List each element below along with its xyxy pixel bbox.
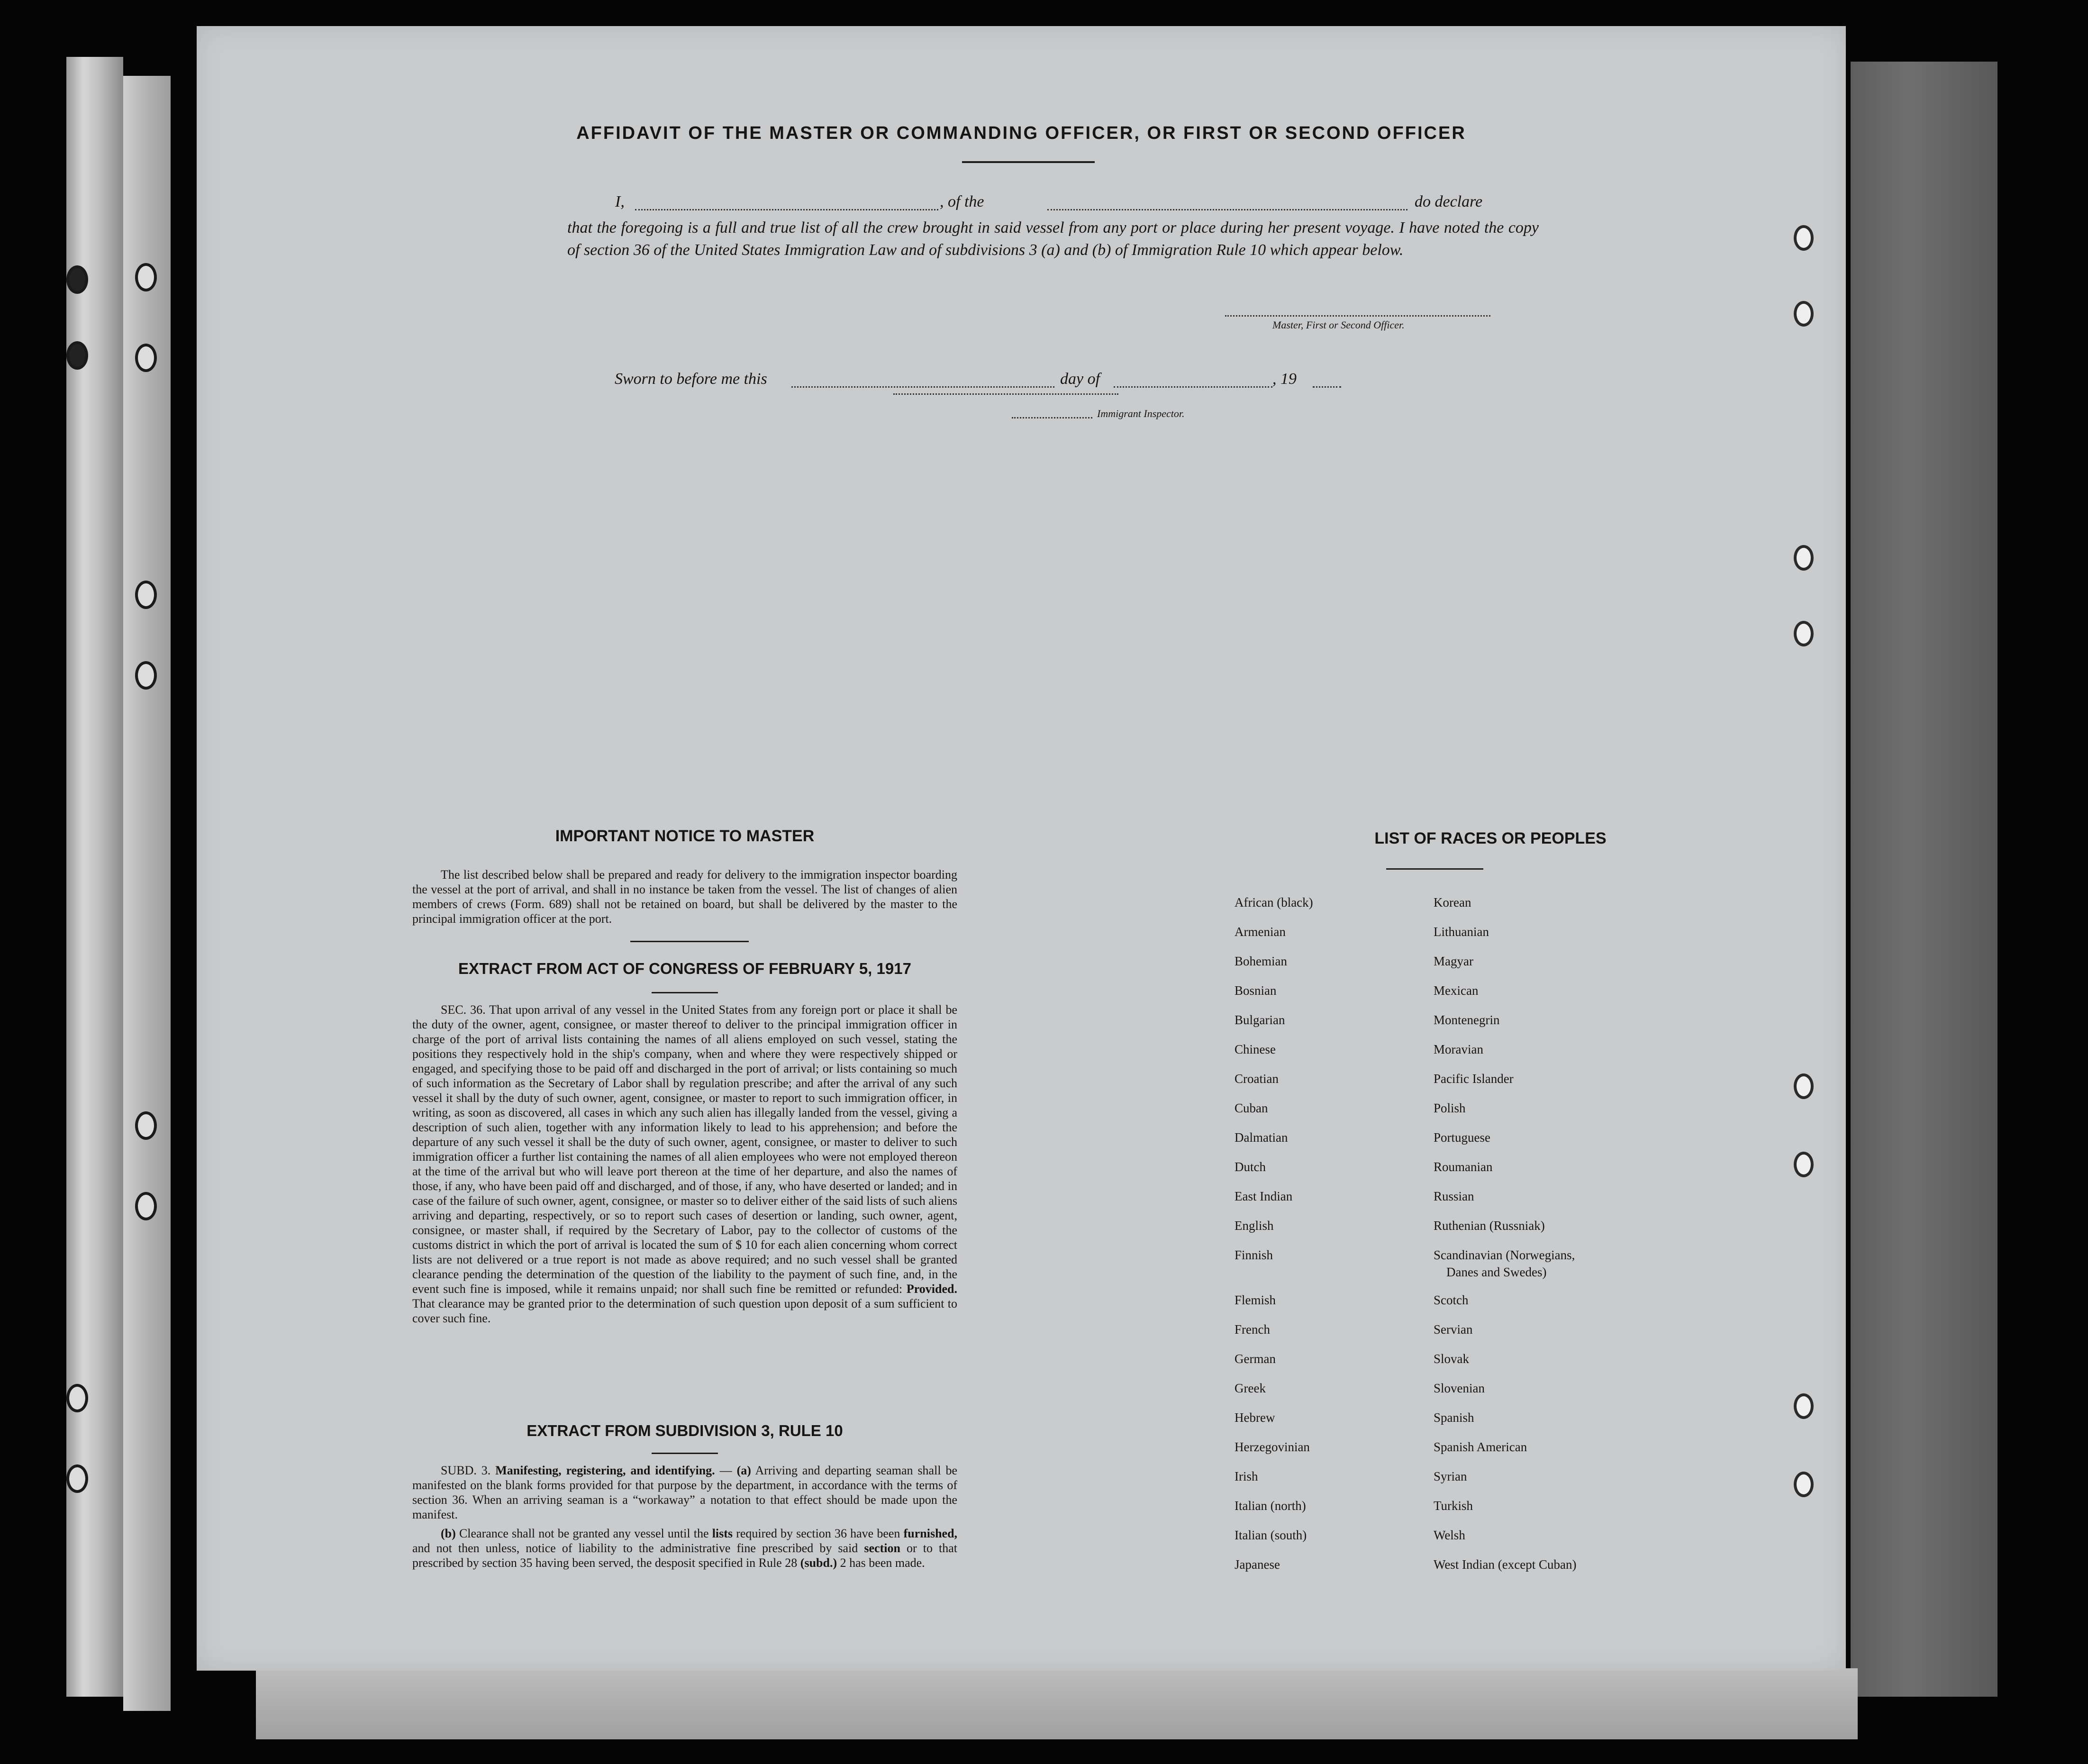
race-right-item: Spanish American — [1434, 1440, 1527, 1454]
race-left-item: Greek — [1235, 1381, 1266, 1395]
form-page — [197, 26, 1846, 1671]
race-left-item: French — [1235, 1322, 1270, 1337]
race-left-item: Flemish — [1235, 1293, 1276, 1307]
race-right-item: Spanish — [1434, 1410, 1474, 1425]
race-left-item: Armenian — [1235, 925, 1286, 939]
vessel-label: , of the — [940, 193, 984, 210]
punch-hole — [66, 1464, 88, 1493]
punch-hole — [135, 1192, 157, 1220]
subd-prefix: SUBD. 3. — [441, 1464, 491, 1477]
subd-b-emph: lists — [712, 1527, 733, 1540]
race-right-item: Russian — [1434, 1189, 1474, 1203]
congress-extract-text — [412, 1002, 957, 1326]
race-left-item: Bohemian — [1235, 954, 1287, 968]
punch-hole — [1794, 1073, 1814, 1099]
day-of-label: day of — [1060, 370, 1100, 388]
race-left-item: Dalmatian — [1235, 1130, 1288, 1145]
race-left-item: German — [1235, 1352, 1276, 1366]
punch-hole — [1794, 301, 1814, 327]
subd-b-text: Clearance shall not be granted any vessel until the — [459, 1527, 709, 1540]
punch-hole — [135, 344, 157, 372]
subd-dash: — — [719, 1464, 732, 1477]
congress-extract-title: EXTRACT FROM ACT OF CONGRESS OF FEBRUARY 5, 1917 — [458, 960, 911, 977]
punch-hole — [1794, 545, 1814, 571]
race-right-item: Scotch — [1434, 1293, 1469, 1307]
right-page-edge — [1851, 62, 1997, 1697]
affidavit-title: AFFIDAVIT OF THE MASTER OR COMMANDING OFFICER, OR FIRST OR SECOND OFFICER — [576, 123, 1466, 143]
rule-extract-rule — [652, 1453, 718, 1454]
section-36-text: SEC. 36. That upon arrival of any vessel in the United States from any foreign port or place it shall be the duty of the owner, agent, consignee, or master thereof to deliver to the principal immigration officer in charge of the port of arrival lists containing the names of all aliens employed on such vessel, stating the positions they respectively hold in the ship's company, when and where they were respectively shipped or engaged, and specifying those to be paid off and discharged in the port of arrival; or lists containing so much of such information as the Secretary of Labor shall by regulation prescribe; and after the arrival of any such vessel it shall by the duty of such owner, agent, consignee, or master to report to such immigration officer, in writing, as soon as discovered, all cases in which any such alien has illegally landed from the vessel, giving a description of such alien, together with any information likely to lead to his apprehension; and before the departure of any such vessel it shall be the duty of such owner, agent, consignee, or master to deliver to such immigration officer a further list containing the names of all alien employees who were not employed thereon at the time of the arrival but who will leave port thereon at the time of her departure, and also the names of those, if any, who have been paid off and discharged, and of those, if any, who have deserted or landed; and in case of the failure of such owner, agent, consignee, or master so to deliver either of the said lists of such aliens arriving and departing, respectively, or so to report such cases of desertion or landing, such owner, agent, consignee, or master shall, if required by the Secretary of Labor, pay to the collector of customs of the customs district in which the port of arrival is located the sum of $ 10 for each alien concerning whom correct lists are not delivered or a true report is not made as above required; and no such vessel shall be granted clearance pending the determination of the question of the liability to the payment of such fine, and, in the event such fine is imposed, while it remains unpaid; nor shall such fine be remitted or refunded: — [412, 1003, 957, 1296]
punch-hole — [135, 1111, 157, 1140]
punch-hole — [66, 1384, 88, 1412]
race-left-item: Bulgarian — [1235, 1013, 1285, 1027]
race-left-item: Chinese — [1235, 1042, 1276, 1056]
race-left-item: Irish — [1235, 1469, 1258, 1483]
subd-heading: Manifesting, registering, and identifying. — [495, 1464, 715, 1477]
notice-text — [412, 867, 957, 926]
inspector-signature-line[interactable] — [893, 393, 1118, 395]
race-left-item: Dutch — [1235, 1160, 1266, 1174]
rule-extract-text-b — [412, 1526, 957, 1570]
sworn-label: Sworn to before me this — [615, 370, 767, 388]
race-left-item: African (black) — [1235, 895, 1313, 909]
section-36-text-end: That clearance may be granted prior to the determination of such question upon deposit of a sum sufficient to cover such fine. — [412, 1297, 957, 1325]
race-right-item: Ruthenian (Russniak) — [1434, 1218, 1545, 1233]
race-left-item: Bosnian — [1235, 983, 1277, 998]
master-signature-line[interactable] — [1225, 315, 1490, 317]
left-binding-strip — [123, 76, 171, 1711]
punch-hole — [135, 661, 157, 690]
race-left-item: Japanese — [1235, 1557, 1280, 1572]
punch-hole — [1794, 225, 1814, 251]
race-right-item: Slovak — [1434, 1352, 1470, 1366]
congress-rule — [652, 992, 718, 993]
subd-b-text: required by section 36 have been — [736, 1527, 900, 1540]
race-right-item: West Indian (except Cuban) — [1434, 1557, 1577, 1572]
subd-b-emph: section — [864, 1541, 900, 1555]
punch-hole — [1794, 1152, 1814, 1177]
race-right-item: Roumanian — [1434, 1160, 1493, 1174]
vessel-name-line[interactable] — [1047, 209, 1407, 210]
sworn-month-line[interactable] — [1114, 386, 1272, 388]
inspector-label: Immigrant Inspector. — [1097, 408, 1185, 419]
affidavit-statement: that the foregoing is a full and true list of all the crew brought in said vessel from any port or place during her present voyage. I have noted the copy of section 36 of the United States Immigration Law and of subdivisions 3 (a) and (b) of Immigration Rule 10 which appear below. — [567, 219, 1539, 259]
provided-term: Provided. — [906, 1282, 957, 1296]
race-left-item: East Indian — [1235, 1189, 1293, 1203]
races-title: LIST OF RACES OR PEOPLES — [1374, 829, 1607, 847]
notice-body: The list described below shall be prepared and ready for delivery to the immigration inspector boarding the vessel at the port of arrival, and shall in no instance be taken from the vessel. The list of changes of alien members of crews (Form. 689) shall not be retained on board, but shall be delivered by the master to the principal immigration officer at the port. — [412, 868, 957, 926]
race-right-item: Scandinavian (Norwegians, — [1434, 1248, 1575, 1262]
race-left-item: Croatian — [1235, 1072, 1279, 1086]
subd-b-text: or to that prescribed by section 35 having been served, the desposit specified in Rule 28 — [412, 1541, 958, 1570]
subd-b-emph: furnished, — [903, 1527, 958, 1540]
subd-a-label: (a) — [736, 1464, 751, 1477]
race-right-item: Welsh — [1434, 1528, 1465, 1542]
bottom-page-edge — [256, 1668, 1858, 1739]
inspector-dots — [1012, 417, 1092, 418]
punch-hole — [66, 265, 88, 294]
master-signature-label: Master, First or Second Officer. — [1272, 319, 1405, 331]
race-left-item: Italian (north) — [1235, 1499, 1306, 1513]
race-left-item: Herzegovinian — [1235, 1440, 1310, 1454]
race-right-item: Montenegrin — [1434, 1013, 1500, 1027]
punch-hole — [135, 581, 157, 609]
left-page-edge — [66, 57, 123, 1697]
race-left-item: Finnish — [1235, 1248, 1273, 1262]
race-right-item: Korean — [1434, 895, 1471, 909]
subd-b-label: (b) — [441, 1527, 456, 1540]
race-right-item: Slovenian — [1434, 1381, 1485, 1395]
race-left-item: Italian (south) — [1235, 1528, 1307, 1542]
rule-extract-text-a — [412, 1463, 957, 1522]
races-rule — [1386, 868, 1483, 870]
subd-b-text: 2 has been made. — [840, 1556, 925, 1570]
sworn-date-line[interactable] — [791, 386, 1054, 388]
race-right-item: Portuguese — [1434, 1130, 1490, 1145]
race-right-item: Danes and Swedes) — [1446, 1265, 1547, 1279]
rule-extract-title: EXTRACT FROM SUBDIVISION 3, RULE 10 — [527, 1422, 843, 1439]
year-label: , 19 — [1272, 370, 1297, 388]
title-rule — [962, 161, 1095, 163]
race-right-item: Moravian — [1434, 1042, 1483, 1056]
punch-hole — [1794, 1472, 1814, 1497]
race-right-item: Mexican — [1434, 983, 1479, 998]
affiant-label: I, — [615, 193, 625, 210]
race-left-item: Hebrew — [1235, 1410, 1275, 1425]
race-right-item: Servian — [1434, 1322, 1473, 1337]
affiant-name-line[interactable] — [635, 209, 938, 210]
race-left-item: Cuban — [1235, 1101, 1268, 1115]
punch-hole — [1794, 1393, 1814, 1419]
punch-hole — [66, 341, 88, 370]
race-right-item: Magyar — [1434, 954, 1473, 968]
race-right-item: Pacific Islander — [1434, 1072, 1514, 1086]
sworn-year-line[interactable] — [1313, 386, 1341, 388]
race-left-item: English — [1235, 1218, 1274, 1233]
punch-hole — [1794, 621, 1814, 646]
race-right-item: Polish — [1434, 1101, 1466, 1115]
race-right-item: Lithuanian — [1434, 925, 1489, 939]
subd-a-text: Arriving and departing seaman shall be manifested on the blank forms provided for that purpose by the department, in accordance with the terms of section 36. When an arriving seaman is a “workaway” a notation to that effect should be made upon the manifest. — [412, 1464, 958, 1521]
notice-rule — [630, 941, 749, 942]
subd-b-text: and not then unless, notice of liability to the administrative fine prescribed by said — [412, 1541, 858, 1555]
race-right-item: Syrian — [1434, 1469, 1467, 1483]
notice-title: IMPORTANT NOTICE TO MASTER — [555, 827, 815, 845]
subd-b-emph: (subd.) — [800, 1556, 837, 1570]
race-right-item: Turkish — [1434, 1499, 1473, 1513]
declare-label: do declare — [1415, 193, 1483, 210]
punch-hole — [135, 263, 157, 291]
